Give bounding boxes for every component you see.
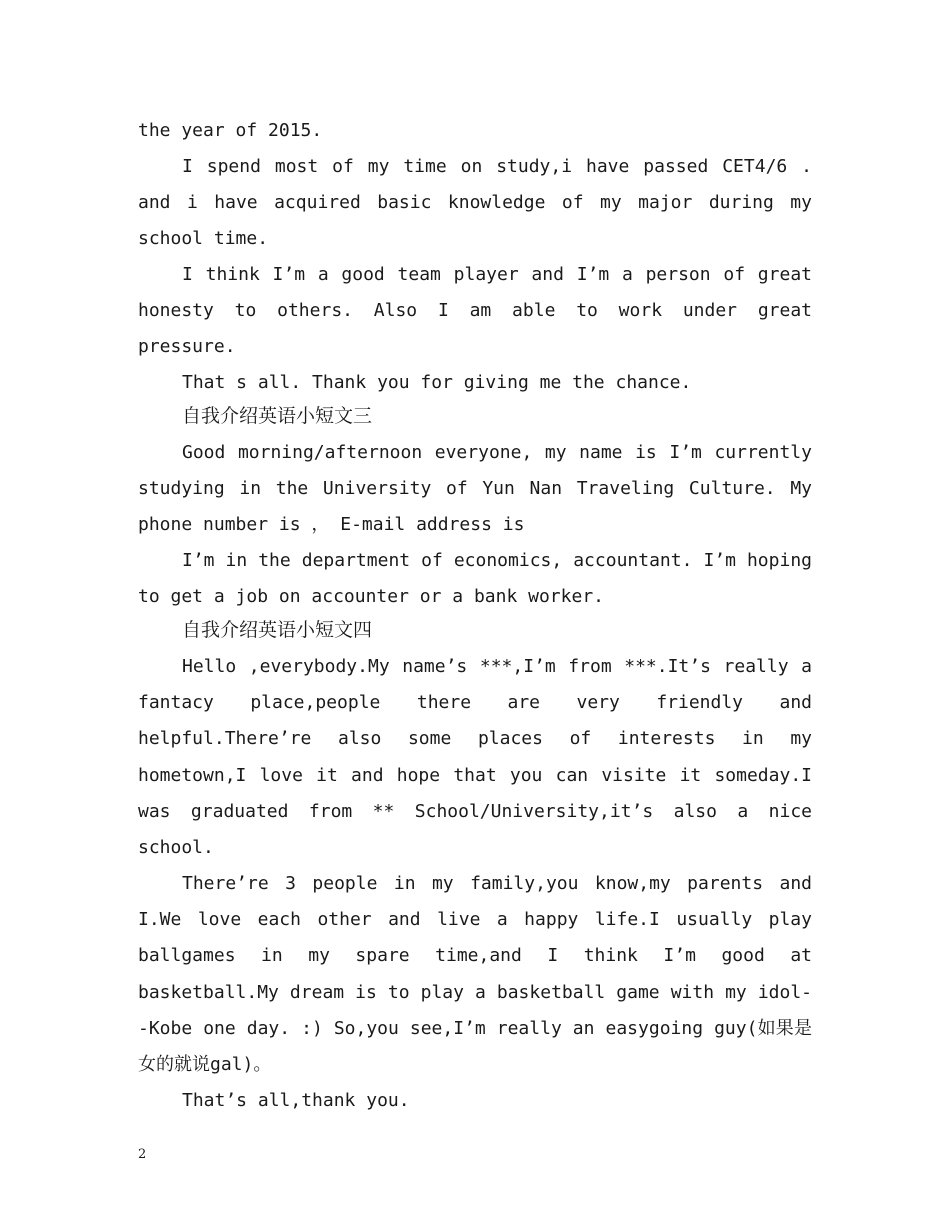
paragraph-family: There’re 3 people in my family,you know,my parents and I.We love each other and live a happy life.I usually play ballgames in my spare time,and I think I’m good at basketball.My dream is to play a basketball game with my idol--Kobe one day. :) So,you see,I’m really an easygoing guy(如果是女的就说gal)。 — [138, 873, 812, 1076]
paragraph-hello: Hello ,everybody.My name’s ***,I’m from ***.It’s really a fantacy place,people there are very friendly and helpful.There’re also some places of interests in my hometown,I love it and hope that you can visite it someday.I was graduated from ** School/University,it’s also a nice school. — [138, 656, 812, 859]
paragraph-department: I’m in the department of economics, accountant. I’m hoping to get a job on accounter or a bank worker. — [138, 550, 812, 608]
paragraph-year: the year of 2015. — [138, 120, 323, 141]
section-heading-three: 自我介绍英语小短文三 — [182, 405, 373, 427]
paragraph-good-morning: Good morning/afternoon everyone, my name is I’m currently studying in the University of Yun Nan Traveling Culture. My phone number is ， E-mail address is — [138, 442, 812, 536]
paragraph-thanks: That s all. Thank you for giving me the chance. — [182, 372, 692, 393]
page-number: 2 — [138, 1147, 147, 1162]
section-heading-four: 自我介绍英语小短文四 — [182, 619, 373, 641]
paragraph-study: I spend most of my time on study,i have passed CET4/6 . and i have acquired basic knowledge of my major during my school time. — [138, 156, 812, 250]
paragraph-closing: That’s all,thank you. — [182, 1090, 410, 1111]
paragraph-team-player: I think I’m a good team player and I’m a person of great honesty to others. Also I am able to work under great pressure. — [138, 264, 812, 358]
